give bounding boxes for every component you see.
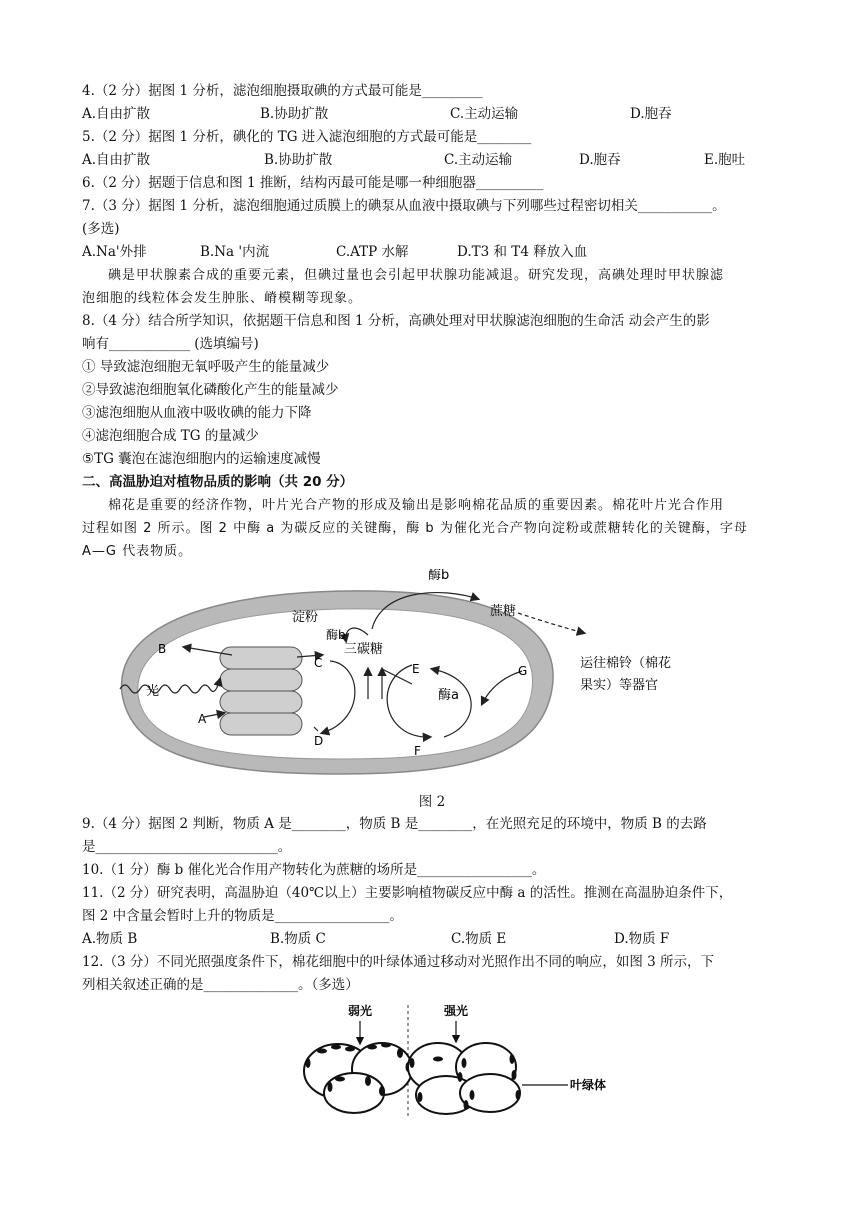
- q4-stem: 4.（2 分）据图 1 分析，滤泡细胞摄取碘的方式最可能是_________: [82, 83, 483, 99]
- label-chloroplast: 叶绿体: [570, 1078, 607, 1092]
- q8-item-3: ③滤泡细胞从血液中吸收碘的能力下降: [82, 405, 312, 421]
- chloroplast-movement-diagram: [82, 1001, 782, 1116]
- q7-option-a: A.Na'外排: [82, 244, 147, 260]
- label-sucrose: 蔗糖: [490, 604, 517, 619]
- q5-option-d: D.胞吞: [579, 152, 621, 168]
- label-triose: 三碳糖: [344, 642, 384, 657]
- q4-option-b: B.协助扩散: [260, 106, 329, 122]
- q8-stem-line-2: 响有____________ (选填编号): [82, 336, 259, 352]
- section-2-paragraph-line-2: 过程如图 2 所示。图 2 中酶 a 为碳反应的关键酶，酶 b 为催化光合产物向淀粉或蔗糖转化的关键酶，字母: [82, 521, 748, 536]
- chloroplast-diagram: [82, 569, 782, 791]
- label-f: F: [414, 744, 421, 758]
- weak-light-cells: [304, 1043, 412, 1113]
- q5-option-b: B.协助扩散: [264, 152, 333, 168]
- q11-options: [82, 928, 782, 951]
- label-weak-light: 弱光: [348, 1004, 373, 1018]
- q4-options: [82, 103, 782, 126]
- q5-option-c: C.主动运输: [444, 152, 513, 168]
- label-e: E: [412, 662, 420, 676]
- q7-stem: 7.（3 分）据图 1 分析，滤泡细胞通过质膜上的碘泵从血液中摄取碘与下列哪些过程密切相关___________。: [82, 198, 726, 214]
- figure-2-caption: 图 2: [418, 794, 446, 810]
- exam-page: [82, 80, 782, 1116]
- q11-option-d: D.物质 F: [614, 931, 670, 947]
- label-light: 光: [146, 684, 160, 699]
- q6-stem: 6.（2 分）据题于信息和图 1 推断，结构丙最可能是哪一种细胞器__________: [82, 175, 544, 191]
- q7-options: [82, 241, 782, 264]
- label-enzyme-b-top: 酶b: [428, 569, 450, 583]
- label-a: A: [198, 712, 207, 726]
- q12-line-2: 列相关叙述正确的是______________。（多选）: [82, 977, 359, 993]
- label-b: B: [158, 642, 167, 656]
- q11-option-b: B.物质 C: [270, 931, 326, 947]
- q5-stem: 5.（2 分）据图 1 分析，碘化的 TG 进入滤泡细胞的方式最可能是________: [82, 129, 532, 145]
- q5-options: [82, 149, 782, 172]
- q8-item-2: ②导致滤泡细胞氧化磷酸化产生的能量减少: [82, 382, 339, 398]
- q5-option-e: E.胞吐: [704, 152, 746, 168]
- q11-option-c: C.物质 E: [451, 931, 507, 947]
- q11-line-1: 11.（2 分）研究表明，高温胁迫（40℃以上）主要影响植物碳反应中酶 a 的活性。推测在高温胁迫条件下，: [82, 885, 733, 901]
- q7-option-b: B.Na '内流: [200, 244, 270, 260]
- label-enzyme-a: 酶a: [438, 688, 459, 703]
- q9-line-1: 9.（4 分）据图 2 判断，物质 A 是________，物质 B 是________，在光照充足的环境中，物质 B 的去路: [82, 816, 707, 832]
- q7-note: (多选): [82, 221, 120, 237]
- label-d: D: [314, 734, 324, 748]
- q8-item-5: ⑤TG 囊泡在滤泡细胞内的运输速度减慢: [82, 451, 321, 467]
- section-2-paragraph-line-1: 棉花是重要的经济作物，叶片光合产物的形成及输出是影响棉花品质的重要因素。棉花叶片光合作用: [108, 498, 725, 513]
- q8-item-1: ① 导致滤泡细胞无氧呼吸产生的能量减少: [82, 359, 330, 375]
- q10-stem: 10.（1 分）酶 b 催化光合作用产物转化为蔗糖的场所是_________________。: [82, 862, 546, 878]
- iodine-paragraph-line-2: 泡细胞的线粒体会发生肿胀、嵴模糊等现象。: [82, 291, 363, 306]
- iodine-paragraph-line-1: 碘是甲状腺素合成的重要元素，但碘过量也会引起甲状腺功能减退。研究发现，高碘处理时甲状腺滤: [108, 268, 725, 283]
- q8-stem-line-1: 8.（4 分）结合所学知识，依据题干信息和图 1 分析，高碘处理对甲状腺滤泡细胞的生命活 动会产生的影: [82, 313, 710, 329]
- label-transport: 运往棉铃（棉花: [580, 656, 672, 671]
- q8-item-4: ④滤泡细胞合成 TG 的量减少: [82, 428, 259, 444]
- label-strong-light: 强光: [444, 1004, 469, 1018]
- thylakoid-stack: [220, 647, 302, 735]
- figure-3: [82, 1001, 782, 1116]
- q11-option-a: A.物质 B: [82, 931, 138, 947]
- q4-option-d: D.胞吞: [630, 106, 672, 122]
- q9-line-2: 是___________________________。: [82, 839, 292, 855]
- label-g: G: [518, 664, 528, 678]
- q5-option-a: A.自由扩散: [82, 152, 151, 168]
- label-enzyme-b-inner: 酶b: [326, 628, 346, 642]
- q7-option-d: D.T3 和 T4 释放入血: [457, 244, 588, 260]
- q11-line-2: 图 2 中含量会暂时上升的物质是_________________。: [82, 908, 403, 924]
- section-2-paragraph-line-3: A—G 代表物质。: [82, 544, 193, 559]
- section-2-heading: 二、高温胁迫对植物品质的影响（共 20 分）: [82, 474, 354, 490]
- label-c: C: [314, 656, 323, 670]
- q7-option-c: C.ATP 水解: [336, 244, 409, 260]
- q12-line-1: 12.（3 分）不同光照强度条件下，棉花细胞中的叶绿体通过移动对光照作出不同的响应，如图 3 所示，下: [82, 954, 715, 970]
- q4-option-a: A.自由扩散: [82, 106, 151, 122]
- label-transport-2: 果实）等器官: [580, 678, 659, 693]
- figure-2: [82, 569, 782, 791]
- label-starch: 淀粉: [292, 610, 319, 625]
- q4-option-c: C.主动运输: [450, 106, 519, 122]
